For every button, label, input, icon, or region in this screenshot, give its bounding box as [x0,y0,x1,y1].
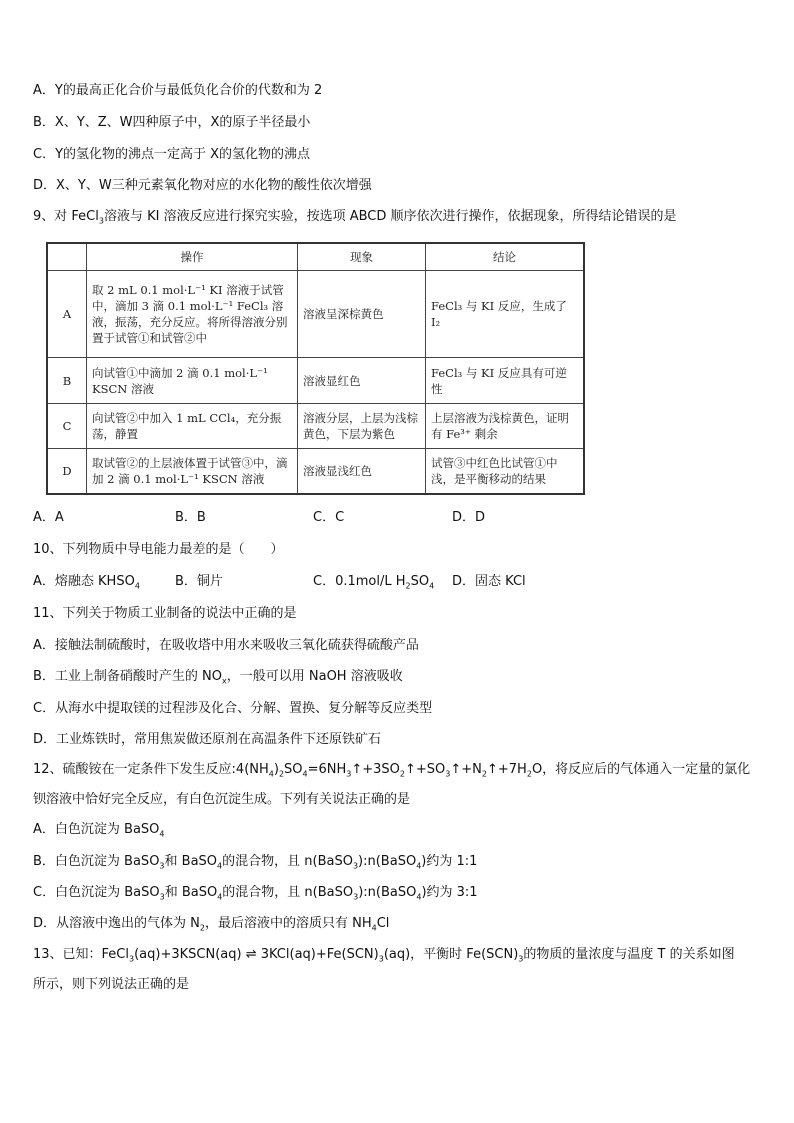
q10-option [452,574,526,590]
table-row [47,404,584,449]
text-segment: C．Y的氢化物的沸点一定高于 X的氢化物的沸点 [33,147,311,162]
text-segment: ) [273,762,279,777]
subscript: 3 [353,892,359,902]
table-header-operation: 操作 [87,243,298,271]
subscript: 2 [278,769,285,779]
text-segment: D．固态 KCl [452,574,526,589]
text-line [33,638,419,654]
text-segment: 钡溶液中恰好完全反应，有白色沉淀生成。下列有关说法正确的是 [33,792,411,807]
subscript: 3 [159,892,165,902]
row-operation: 向试管①中滴加 2 滴 0.1 mol·L⁻¹ KSCN 溶液 [87,358,298,404]
q9-option-b: B．B [175,510,206,525]
text-segment: ↑+7H [487,762,527,777]
text-segment: ↑+SO [405,762,446,777]
text-segment: D．从溶液中逸出的气体为 N [33,916,200,931]
subscript: 4 [416,861,422,871]
q10-option [313,574,434,595]
text-segment: A．接触法制硫酸时，在吸收塔中用水来吸收三氧化硫获得硫酸产品 [33,638,419,653]
text-line [33,178,372,194]
text-segment: 12、硫酸铵在一定条件下发生反应:4(NH [33,762,269,777]
text-line [33,762,750,783]
q10-option [175,574,223,590]
subscript: 3 [159,861,165,871]
table-header-conclusion: 结论 [426,243,585,271]
text-line [33,792,410,808]
subscript: x [222,676,227,686]
table-row [47,271,584,358]
row-key: C [47,404,87,449]
subscript: 4 [371,923,377,933]
text-segment: )约为 3:1 [421,885,478,900]
subscript: 2 [405,581,411,591]
subscript: 2 [199,923,205,933]
row-operation: 取试管②的上层液体置于试管③中，滴加 2 滴 0.1 mol·L⁻¹ KSCN 溶液 [87,449,298,494]
text-segment: SO [284,762,303,777]
subscript: 2 [481,769,487,779]
table-header-row [47,243,584,271]
text-segment: D．工业炼铁时，常用焦炭做还原剂在高温条件下还原铁矿石 [33,732,382,747]
subscript: 3 [129,954,135,964]
text-segment: ↑+3SO [351,762,400,777]
text-line [33,885,478,906]
subscript: 4 [416,892,422,902]
text-segment: B．X、Y、Z、W四种原子中，X的原子半径最小 [33,115,311,130]
subscript: 3 [518,954,524,964]
text-line [33,83,322,99]
text-segment: )约为 1:1 [421,854,478,869]
text-segment: 13、已知：FeCl [33,947,129,962]
text-segment: B．白色沉淀为 BaSO [33,854,160,869]
text-segment: D．X、Y、W三种元素氧化物对应的水化物的酸性依次增强 [33,178,372,193]
subscript: 3 [98,216,104,226]
subscript: 3 [378,954,384,964]
subscript: 4 [429,581,435,591]
row-key: A [47,271,87,358]
text-line [33,947,735,968]
text-line [33,732,381,748]
row-conclusion: FeCl₃ 与 KI 反应，生成了 I₂ [426,271,585,358]
text-line [33,854,477,875]
subscript: 4 [217,892,223,902]
subscript: 3 [352,861,359,871]
subscript: 2 [399,769,406,779]
row-operation: 取 2 mL 0.1 mol·L⁻¹ KI 溶液于试管中，滴加 3 滴 0.1 mol·L⁻¹ FeCl₃ 溶液，振荡，充分反应。将所得溶液分别置于试管①和试管②中 [87,271,298,358]
text-segment: C．从海水中提取镁的过程涉及化合、分解、置换、复分解等反应类型 [33,701,433,716]
q9-option-c: C．C [313,510,345,525]
text-segment: 的混合物，且 n(BaSO [222,854,353,869]
text-segment: 所示，则下列说法正确的是 [33,977,190,992]
text-segment: ↑+N [450,762,482,777]
text-line [33,822,165,843]
row-conclusion: 试管③中红色比试管①中浅，是平衡移动的结果 [426,449,585,494]
text-line [33,209,677,230]
text-line [33,916,389,937]
text-segment: 的物质的量浓度与温度 T 的关系如图 [523,947,735,962]
text-segment: 11、下列关于物质工业制备的说法中正确的是 [33,606,297,621]
subscript: 3 [346,769,352,779]
text-segment: SO [410,574,430,589]
text-segment: (aq)，平衡时 Fe(SCN) [383,947,519,962]
experiment-table [46,242,585,495]
q9-option-d: D．D [452,510,486,525]
text-segment: B．工业上制备硝酸时产生的 NO [33,669,223,684]
text-line [33,977,189,993]
text-segment: 和 BaSO [164,885,218,900]
text-line [33,115,310,131]
text-segment: ):n(BaSO [358,885,417,900]
text-segment: O，将反应后的气体通入一定量的氯化 [531,762,751,777]
table-header-key [47,243,87,271]
table-row [47,358,584,404]
q10-stem: 10、下列物质中导电能力最差的是（ ） [33,542,284,557]
text-line [33,701,432,717]
subscript: 4 [302,769,308,779]
subscript: 3 [445,769,451,779]
text-segment: B．铜片 [175,574,223,589]
text-line [33,606,297,622]
table-row [47,449,584,494]
row-key: B [47,358,87,404]
text-segment: (aq)+3KSCN(aq) ⇌ 3KCl(aq)+Fe(SCN) [134,947,379,962]
text-segment: C．0.1mol/L H [313,574,406,589]
text-line [33,669,403,690]
text-segment: 9、对 FeCl [33,209,99,224]
subscript: 4 [134,581,140,591]
text-segment: =6NH [307,762,347,777]
row-key: D [47,449,87,494]
row-phenomenon: 溶液显红色 [298,358,426,404]
text-segment: ，一般可以用 NaOH 溶液吸收 [226,669,403,684]
row-phenomenon: 溶液分层，上层为浅棕黄色，下层为紫色 [298,404,426,449]
subscript: 2 [526,769,532,779]
text-segment: Cl [376,916,390,931]
row-conclusion: FeCl₃ 与 KI 反应具有可逆性 [426,358,585,404]
subscript: 4 [268,769,274,779]
text-segment: ):n(BaSO [358,854,417,869]
q10-option [33,574,140,595]
row-conclusion: 上层溶液为浅棕黄色，证明有 Fe³⁺ 剩余 [426,404,585,449]
table-header-phenomenon: 现象 [298,243,426,271]
subscript: 4 [217,861,223,871]
row-phenomenon: 溶液显浅红色 [298,449,426,494]
subscript: 4 [159,829,165,839]
text-segment: 溶液与 KI 溶液反应进行探究实验，按选项 ABCD 顺序依次进行操作，依据现象，所得结论错误的是 [103,209,677,224]
text-segment: 和 BaSO [164,854,218,869]
row-operation: 向试管②中加入 1 mL CCl₄，充分振荡，静置 [87,404,298,449]
q9-option-a: A．A [33,510,64,525]
row-phenomenon: 溶液呈深棕黄色 [298,271,426,358]
text-segment: A．白色沉淀为 BaSO [33,822,160,837]
text-line [33,147,310,163]
text-segment: ，最后溶液中的溶质只有 NH [204,916,372,931]
text-segment: A．熔融态 KHSO [33,574,135,589]
text-segment: 的混合物，且 n(BaSO [222,885,354,900]
text-segment: C．白色沉淀为 BaSO [33,885,160,900]
text-segment: A．Y的最高正化合价与最低负化合价的代数和为 2 [33,83,323,98]
